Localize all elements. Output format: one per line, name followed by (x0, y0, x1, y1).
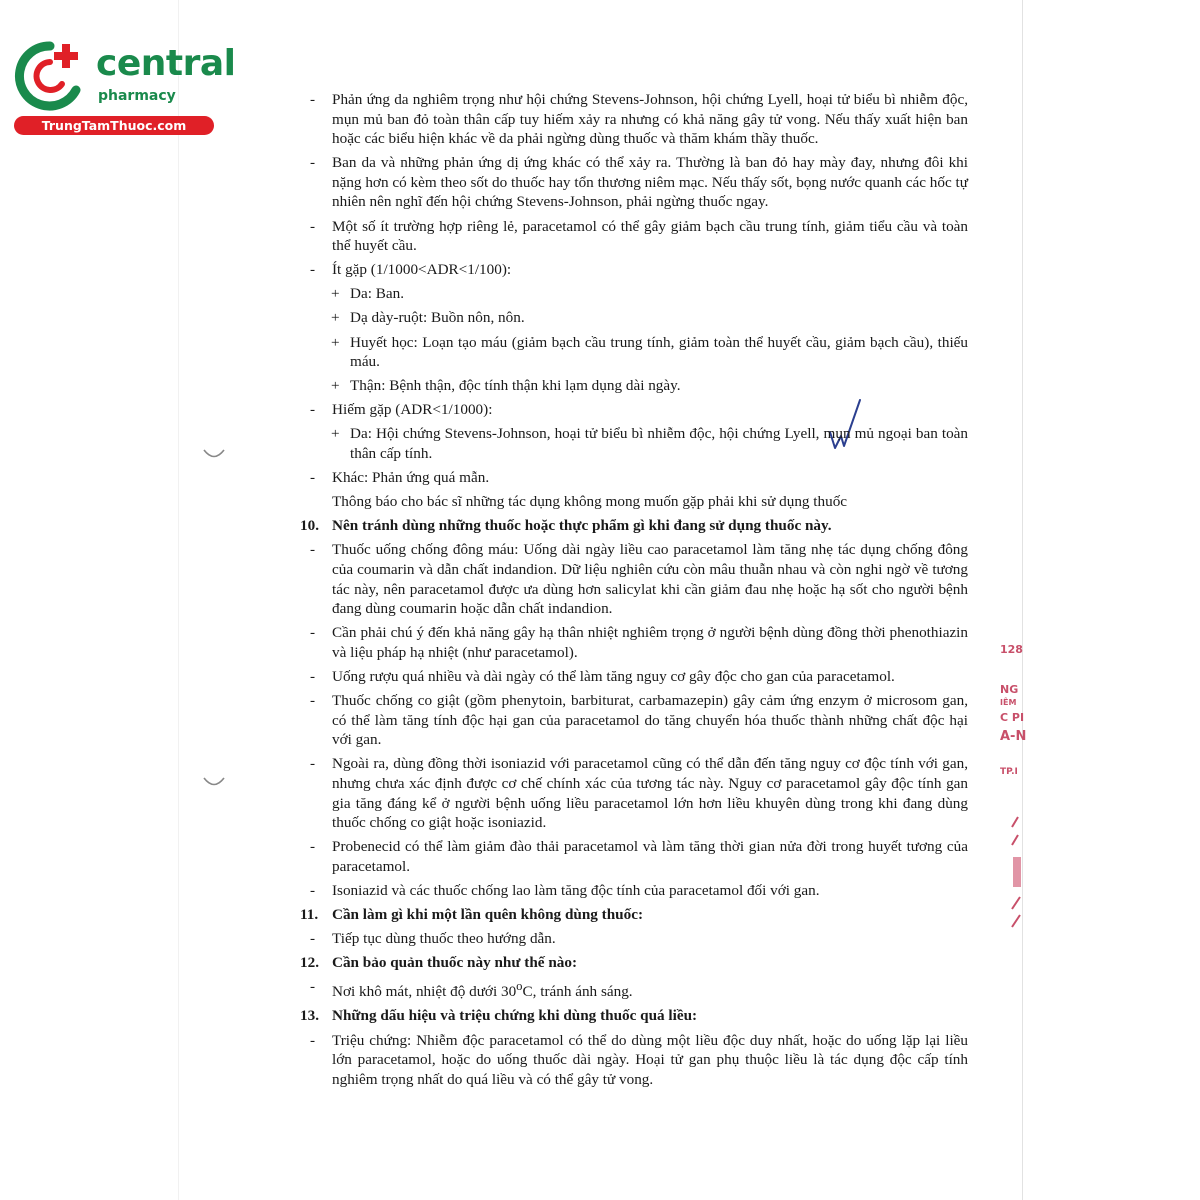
list-item (300, 260, 968, 280)
sub-list-item (300, 284, 968, 304)
bullet-dash: - (310, 154, 316, 172)
list-item-text: Khác: Phản ứng quá mẫn. (332, 469, 490, 487)
bullet-dash: - (310, 838, 316, 856)
list-item (300, 977, 968, 1002)
list-item-text: Tiếp tục dùng thuốc theo hướng dẫn. (332, 930, 556, 948)
stamp-text: A-N (1000, 729, 1027, 744)
sub-list-item (300, 376, 968, 396)
sub-list-item-text: Thận: Bệnh thận, độc tính thận khi lạm dụng dài ngày. (350, 377, 681, 395)
bullet-plus: + (331, 285, 340, 303)
list-item (300, 837, 968, 876)
bullet-dash: - (310, 930, 316, 948)
section-title: Cần bảo quản thuốc này như thế nào: (332, 954, 578, 972)
section-heading-11 (300, 905, 968, 925)
list-item (300, 623, 968, 662)
pharmacy-cross-logo-icon (10, 38, 90, 112)
bullet-dash: - (310, 401, 316, 419)
bullet-dash: - (310, 881, 316, 899)
bullet-dash: - (310, 91, 316, 108)
list-item (300, 881, 968, 901)
list-item-text: Phản ứng da nghiêm trọng như hội chứng Stevens-Johnson, hội chứng Lyell, hoại tử biểu bì nhiễm độc, mụn mủ ban đỏ toàn thân cấp tuy hiếm xảy ra nhưng có khả năng gây tử vong. Nếu thấy xuất hiện ban hoặc các biểu hiện khác về da phải ngừng dùng thuốc và thăm khám thầy thuốc. (332, 91, 968, 148)
section-number: 12. (300, 954, 319, 972)
sub-list-item (300, 333, 968, 372)
section-title: Nên tránh dùng những thuốc hoặc thực phẩm gì khi đang sử dụng thuốc này. (332, 517, 832, 535)
list-item (300, 153, 968, 212)
list-item-text: Ít gặp (1/1000<ADR<1/100): (332, 261, 512, 279)
stamp-border-marks-icon (1008, 815, 1024, 935)
logo-wordmark: central (96, 43, 236, 84)
storage-text-a: Nơi khô mát, nhiệt độ dưới 30 (332, 983, 517, 1001)
bullet-dash: - (310, 667, 316, 685)
bullet-dash: - (310, 755, 316, 773)
bullet-dash: - (310, 624, 316, 642)
list-item (300, 667, 968, 687)
bullet-dash: - (310, 469, 316, 487)
page-edge-right (1022, 0, 1023, 1200)
sub-list-item (300, 308, 968, 328)
red-stamp-fragment (998, 625, 1028, 955)
sub-list-item-text: Dạ dày-ruột: Buồn nôn, nôn. (350, 309, 525, 327)
stamp-text: 128 (1000, 643, 1023, 656)
section-number: 11. (300, 905, 319, 923)
list-item-text: Probenecid có thể làm giảm đào thải paracetamol và làm tăng thời gian nửa đời trong huyết tương của paracetamol. (332, 838, 968, 875)
notice-paragraph: Thông báo cho bác sĩ những tác dụng không mong muốn gặp phải khi sử dụng thuốc (332, 493, 848, 511)
list-item-text: Hiếm gặp (ADR<1/1000): (332, 401, 493, 419)
bullet-plus: + (331, 309, 340, 327)
list-item (300, 540, 968, 618)
sub-list-item-text: Da: Ban. (350, 285, 404, 303)
section-number: 13. (300, 1007, 319, 1025)
bullet-dash: - (310, 692, 316, 710)
sub-list-item (300, 424, 968, 463)
binder-hole-mark-icon (203, 775, 225, 789)
bullet-plus: + (331, 425, 340, 443)
list-item (300, 217, 968, 256)
list-item-text: Thuốc chống co giật (gồm phenytoin, barbiturat, carbamazepin) gây cảm ứng enzym ở microsom gan, có thể làm tăng tính độc hại gan của paracetamol do tăng chuyển hóa thuốc thành những chất độc hại với gan. (332, 692, 968, 749)
section-heading-12 (300, 953, 968, 973)
bullet-plus: + (331, 333, 340, 351)
sub-list-item-text: Huyết học: Loạn tạo máu (giảm bạch cầu trung tính, giảm toàn thể huyết cầu, giảm bạch cầu), thiếu máu. (350, 333, 968, 371)
list-item (300, 754, 968, 832)
document-body (300, 90, 968, 1094)
section-title: Những dấu hiệu và triệu chứng khi dùng thuốc quá liều: (332, 1007, 698, 1025)
logo-subtitle: pharmacy (98, 88, 176, 104)
list-item (300, 691, 968, 750)
section-number: 10. (300, 517, 319, 535)
section-heading-10 (300, 516, 968, 536)
list-item-text: Ngoài ra, dùng đồng thời isoniazid với paracetamol cũng có thể dẫn đến tăng nguy cơ độc tính với gan, nhưng chưa xác định được cơ chế chính xác của tương tác này. Nguy cơ paracetamol gây độc tính gan gia tăng đáng kể ở người bệnh uống liều paracetamol lớn hơn liều khuyên dùng trong khi đang dùng thuốc chống co giật hoặc isoniazid. (332, 755, 968, 832)
list-item-text: Isoniazid và các thuốc chống lao làm tăng độc tính của paracetamol đối với gan. (332, 881, 820, 899)
storage-text-b: C, tránh ánh sáng. (522, 983, 633, 1001)
logo-site-banner[interactable]: TrungTamThuoc.com (14, 116, 214, 135)
list-item (300, 929, 968, 949)
list-item (300, 400, 968, 420)
stamp-text: IÊM (1000, 698, 1017, 707)
page-shadow-left (178, 0, 179, 1200)
bullet-dash: - (310, 217, 316, 235)
section-title: Cần làm gì khi một lần quên không dùng thuốc: (332, 905, 644, 923)
degree-sup: o (516, 979, 523, 994)
sub-list-item-text: Da: Hội chứng Stevens-Johnson, hoại tử biểu bì nhiễm độc, hội chứng Lyell, mụn mủ ngoại ban toàn thân cấp tính. (350, 425, 968, 462)
list-item-text: Cần phải chú ý đến khả năng gây hạ thân nhiệt nghiêm trọng ở người bệnh dùng đồng thời phenothiazin và liệu pháp hạ nhiệt (như paracetamol). (332, 624, 968, 661)
list-item-text: Triệu chứng: Nhiễm độc paracetamol có thể do dùng một liều độc duy nhất, hoặc do uống lặp lại liều lớn paracetamol, hoặc do uống thuốc dài ngày. Hoại tử gan phụ thuộc liều là tác dụng độc cấp tính nghiêm trọng nhất do quá liều và có thể gây tử vong. (332, 1031, 968, 1088)
stamp-text: NG (1000, 683, 1019, 696)
bullet-dash: - (310, 261, 316, 279)
bullet-dash: - (310, 1031, 316, 1049)
list-item-text: Một số ít trường hợp riêng lẻ, paracetamol có thể gây giảm bạch cầu trung tính, giảm tiểu cầu và toàn thể huyết cầu. (332, 217, 968, 255)
list-item (300, 90, 968, 149)
list-item-text (332, 979, 633, 1001)
list-item (300, 468, 968, 488)
stamp-text: TP.I (1000, 767, 1018, 777)
list-item-text: Thuốc uống chống đông máu: Uống dài ngày liều cao paracetamol làm tăng nhẹ tác dụng chống đông của coumarin và dẫn chất indandion. Dữ liệu nghiên cứu còn mâu thuẫn nhau và còn nghi ngờ về tương tác này, nên paracetamol được ưa dùng hơn salicylat khi cần giảm đau nhẹ hoặc hạ sốt cho người bệnh đang dùng coumarin hoặc dẫn chất indandion. (332, 541, 968, 618)
section-heading-13 (300, 1006, 968, 1026)
list-item-text: Ban da và những phản ứng dị ứng khác có thể xảy ra. Thường là ban đỏ hay mày đay, nhưng đôi khi nặng hơn có kèm theo sốt do thuốc hay tổn thương niêm mạc. Nếu thấy sốt, bọng nước quanh các hốc tự nhiên nên nghĩ đến hội chứng Stevens-Johnson, phải ngừng thuốc ngay. (332, 154, 968, 211)
central-pharmacy-logo[interactable] (10, 36, 236, 136)
binder-hole-mark-icon (203, 447, 225, 461)
stamp-text: C PI (1000, 711, 1025, 724)
bullet-dash: - (310, 978, 316, 996)
list-item (300, 1031, 968, 1090)
bullet-plus: + (331, 377, 340, 395)
bullet-dash: - (310, 541, 316, 559)
list-item-text: Uống rượu quá nhiều và dài ngày có thể làm tăng nguy cơ gây độc cho gan của paracetamol. (332, 667, 895, 685)
